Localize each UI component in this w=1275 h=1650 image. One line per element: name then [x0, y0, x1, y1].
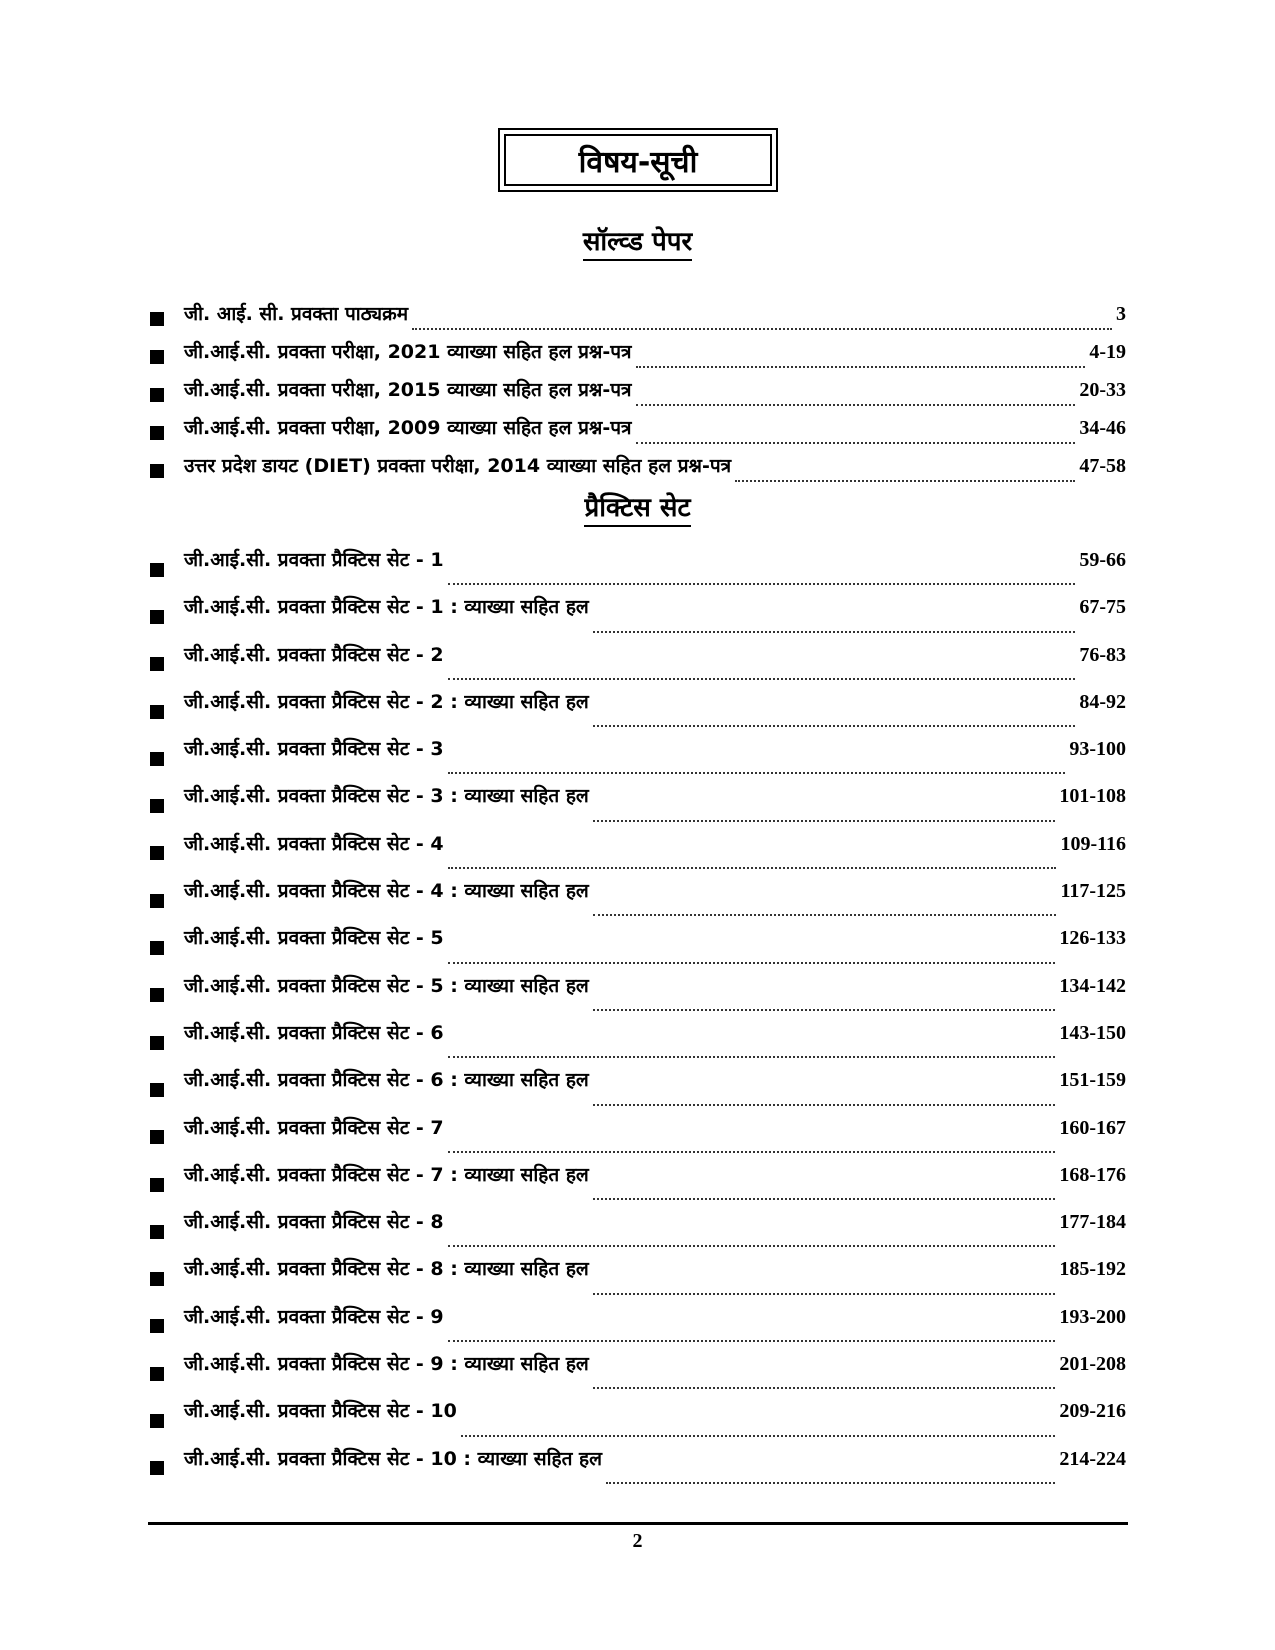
dot-leader [461, 1435, 1056, 1437]
square-bullet-icon [150, 846, 164, 860]
toc-item-label: जी.आई.सी. प्रवक्ता परीक्षा, 2015 व्याख्या सहित हल प्रश्न-पत्र [184, 379, 632, 401]
square-bullet-icon [150, 1083, 164, 1097]
square-bullet-icon [150, 799, 164, 813]
toc-item[interactable] [150, 1303, 1126, 1350]
toc-item[interactable] [150, 546, 1126, 593]
toc-item-pages: 34-46 [1079, 417, 1126, 439]
solved-heading-text: सॉल्व्ड पेपर [583, 227, 692, 261]
dot-leader [593, 820, 1056, 822]
toc-item-pages: 193-200 [1059, 1305, 1126, 1328]
toc-item-pages: 84-92 [1079, 690, 1126, 713]
toc-item-label: जी.आई.सी. प्रवक्ता प्रैक्टिस सेट - 10 : व्याख्या सहित हल [184, 1447, 603, 1470]
toc-item-pages: 117-125 [1060, 880, 1126, 903]
toc-item-label: जी.आई.सी. प्रवक्ता परीक्षा, 2021 व्याख्या सहित हल प्रश्न-पत्र [184, 341, 632, 363]
square-bullet-icon [150, 1414, 164, 1428]
dot-leader [448, 583, 1076, 585]
toc-item-pages: 67-75 [1079, 596, 1126, 619]
dot-leader [448, 678, 1076, 680]
toc-item-pages: 109-116 [1060, 832, 1126, 855]
toc-item[interactable] [150, 338, 1126, 376]
square-bullet-icon [150, 941, 164, 955]
toc-item-label: जी. आई. सी. प्रवक्ता पाठ्यक्रम [184, 303, 409, 325]
toc-item-label: जी.आई.सी. प्रवक्ता प्रैक्टिस सेट - 6 : व्याख्या सहित हल [184, 1069, 589, 1092]
toc-item-pages: 134-142 [1059, 974, 1126, 997]
toc-item-pages: 201-208 [1059, 1353, 1126, 1376]
toc-item-pages: 3 [1116, 303, 1126, 325]
toc-item-pages: 168-176 [1059, 1163, 1126, 1186]
square-bullet-icon [150, 1461, 164, 1475]
toc-item-label: जी.आई.सी. प्रवक्ता परीक्षा, 2009 व्याख्या सहित हल प्रश्न-पत्र [184, 417, 632, 439]
square-bullet-icon [150, 312, 164, 326]
toc-item-pages: 177-184 [1059, 1211, 1126, 1234]
square-bullet-icon [150, 1178, 164, 1192]
toc-item-label: जी.आई.सी. प्रवक्ता प्रैक्टिस सेट - 1 : व्याख्या सहित हल [184, 596, 589, 619]
square-bullet-icon [150, 563, 164, 577]
square-bullet-icon [150, 1272, 164, 1286]
square-bullet-icon [150, 426, 164, 440]
toc-item-label: जी.आई.सी. प्रवक्ता प्रैक्टिस सेट - 4 [184, 832, 444, 855]
square-bullet-icon [150, 350, 164, 364]
toc-item[interactable] [150, 1114, 1126, 1161]
square-bullet-icon [150, 1130, 164, 1144]
toc-item-label: जी.आई.सी. प्रवक्ता प्रैक्टिस सेट - 4 : व्याख्या सहित हल [184, 880, 589, 903]
dot-leader [448, 1245, 1056, 1247]
square-bullet-icon [150, 1367, 164, 1381]
dot-leader [448, 867, 1057, 869]
dot-leader [593, 1293, 1056, 1295]
toc-item[interactable] [150, 1019, 1126, 1066]
square-bullet-icon [150, 894, 164, 908]
toc-item[interactable] [150, 300, 1126, 338]
toc-item[interactable] [150, 1066, 1126, 1113]
toc-item-label: जी.आई.सी. प्रवक्ता प्रैक्टिस सेट - 5 : व्याख्या सहित हल [184, 974, 589, 997]
dot-leader [412, 328, 1112, 330]
toc-item[interactable] [150, 1350, 1126, 1397]
dot-leader [448, 962, 1056, 964]
toc-item[interactable] [150, 972, 1126, 1019]
toc-item-pages: 4-19 [1089, 341, 1126, 363]
page-number: 2 [632, 1530, 643, 1552]
practice-list [150, 546, 1126, 1492]
square-bullet-icon [150, 705, 164, 719]
dot-leader [448, 1151, 1056, 1153]
footer-divider [148, 1522, 1128, 1525]
toc-item-pages: 209-216 [1059, 1400, 1126, 1423]
page-title: विषय-सूची [504, 134, 772, 186]
dot-leader [593, 725, 1076, 727]
toc-item-pages: 59-66 [1079, 549, 1126, 571]
square-bullet-icon [150, 1319, 164, 1333]
toc-item[interactable] [150, 452, 1126, 490]
toc-item[interactable] [150, 376, 1126, 414]
square-bullet-icon [150, 388, 164, 402]
dot-leader [448, 1340, 1056, 1342]
toc-item-label: जी.आई.सी. प्रवक्ता प्रैक्टिस सेट - 2 : व्याख्या सहित हल [184, 690, 589, 713]
toc-item[interactable] [150, 1397, 1126, 1444]
toc-item[interactable] [150, 1208, 1126, 1255]
toc-item[interactable] [150, 688, 1126, 735]
toc-item[interactable] [150, 641, 1126, 688]
dot-leader [636, 366, 1086, 368]
toc-item[interactable] [150, 782, 1126, 829]
toc-item-pages: 151-159 [1059, 1069, 1126, 1092]
toc-item-pages: 214-224 [1059, 1447, 1126, 1470]
toc-item[interactable] [150, 924, 1126, 971]
toc-item[interactable] [150, 1255, 1126, 1302]
dot-leader [636, 442, 1076, 444]
square-bullet-icon [150, 610, 164, 624]
toc-item-pages: 143-150 [1059, 1021, 1126, 1044]
toc-item[interactable] [150, 1445, 1126, 1492]
toc-item-label: जी.आई.सी. प्रवक्ता प्रैक्टिस सेट - 2 [184, 643, 444, 666]
toc-item-label: जी.आई.सी. प्रवक्ता प्रैक्टिस सेट - 3 : व्याख्या सहित हल [184, 785, 589, 808]
practice-section-heading [0, 488, 1275, 524]
solved-section-heading [0, 222, 1275, 258]
toc-item-pages: 185-192 [1059, 1258, 1126, 1281]
toc-item-label: जी.आई.सी. प्रवक्ता प्रैक्टिस सेट - 10 [184, 1400, 457, 1423]
toc-item[interactable] [150, 593, 1126, 640]
toc-item-label: जी.आई.सी. प्रवक्ता प्रैक्टिस सेट - 7 [184, 1116, 444, 1139]
toc-item-label: जी.आई.सी. प्रवक्ता प्रैक्टिस सेट - 1 [184, 549, 444, 571]
toc-item-pages: 160-167 [1059, 1116, 1126, 1139]
dot-leader [593, 1104, 1056, 1106]
toc-item[interactable] [150, 1161, 1126, 1208]
toc-item-pages: 47-58 [1079, 455, 1126, 477]
toc-item-label: उत्तर प्रदेश डायट (DIET) प्रवक्ता परीक्षा, 2014 व्याख्या सहित हल प्रश्न-पत्र [184, 455, 732, 477]
toc-item-label: जी.आई.सी. प्रवक्ता प्रैक्टिस सेट - 9 : व्याख्या सहित हल [184, 1353, 589, 1376]
toc-item-pages: 126-133 [1059, 927, 1126, 950]
square-bullet-icon [150, 657, 164, 671]
toc-item[interactable] [150, 414, 1126, 452]
square-bullet-icon [150, 1225, 164, 1239]
practice-heading-text: प्रैक्टिस सेट [584, 493, 690, 527]
dot-leader [735, 480, 1075, 482]
square-bullet-icon [150, 988, 164, 1002]
dot-leader [593, 914, 1057, 916]
toc-item[interactable] [150, 877, 1126, 924]
toc-item-pages: 93-100 [1069, 738, 1126, 761]
square-bullet-icon [150, 1036, 164, 1050]
toc-item-pages: 101-108 [1059, 785, 1126, 808]
toc-item-label: जी.आई.सी. प्रवक्ता प्रैक्टिस सेट - 7 : व्याख्या सहित हल [184, 1163, 589, 1186]
solved-list [150, 300, 1126, 490]
dot-leader [636, 404, 1076, 406]
toc-item-label: जी.आई.सी. प्रवक्ता प्रैक्टिस सेट - 6 [184, 1021, 444, 1044]
page-title-box [498, 128, 778, 192]
dot-leader [593, 1387, 1056, 1389]
toc-item-pages: 20-33 [1079, 379, 1126, 401]
toc-item-pages: 76-83 [1079, 643, 1126, 666]
square-bullet-icon [150, 464, 164, 478]
toc-item-label: जी.आई.सी. प्रवक्ता प्रैक्टिस सेट - 9 [184, 1305, 444, 1328]
dot-leader [593, 1198, 1056, 1200]
toc-item[interactable] [150, 735, 1126, 782]
square-bullet-icon [150, 752, 164, 766]
dot-leader [593, 1009, 1056, 1011]
toc-item-label: जी.आई.सी. प्रवक्ता प्रैक्टिस सेट - 8 : व्याख्या सहित हल [184, 1258, 589, 1281]
toc-item-label: जी.आई.सी. प्रवक्ता प्रैक्टिस सेट - 3 [184, 738, 444, 761]
toc-item-label: जी.आई.सी. प्रवक्ता प्रैक्टिस सेट - 8 [184, 1211, 444, 1234]
toc-item-label: जी.आई.सी. प्रवक्ता प्रैक्टिस सेट - 5 [184, 927, 444, 950]
dot-leader [593, 631, 1076, 633]
dot-leader [448, 1056, 1056, 1058]
dot-leader [606, 1482, 1055, 1484]
dot-leader [448, 772, 1066, 774]
toc-item[interactable] [150, 830, 1126, 877]
